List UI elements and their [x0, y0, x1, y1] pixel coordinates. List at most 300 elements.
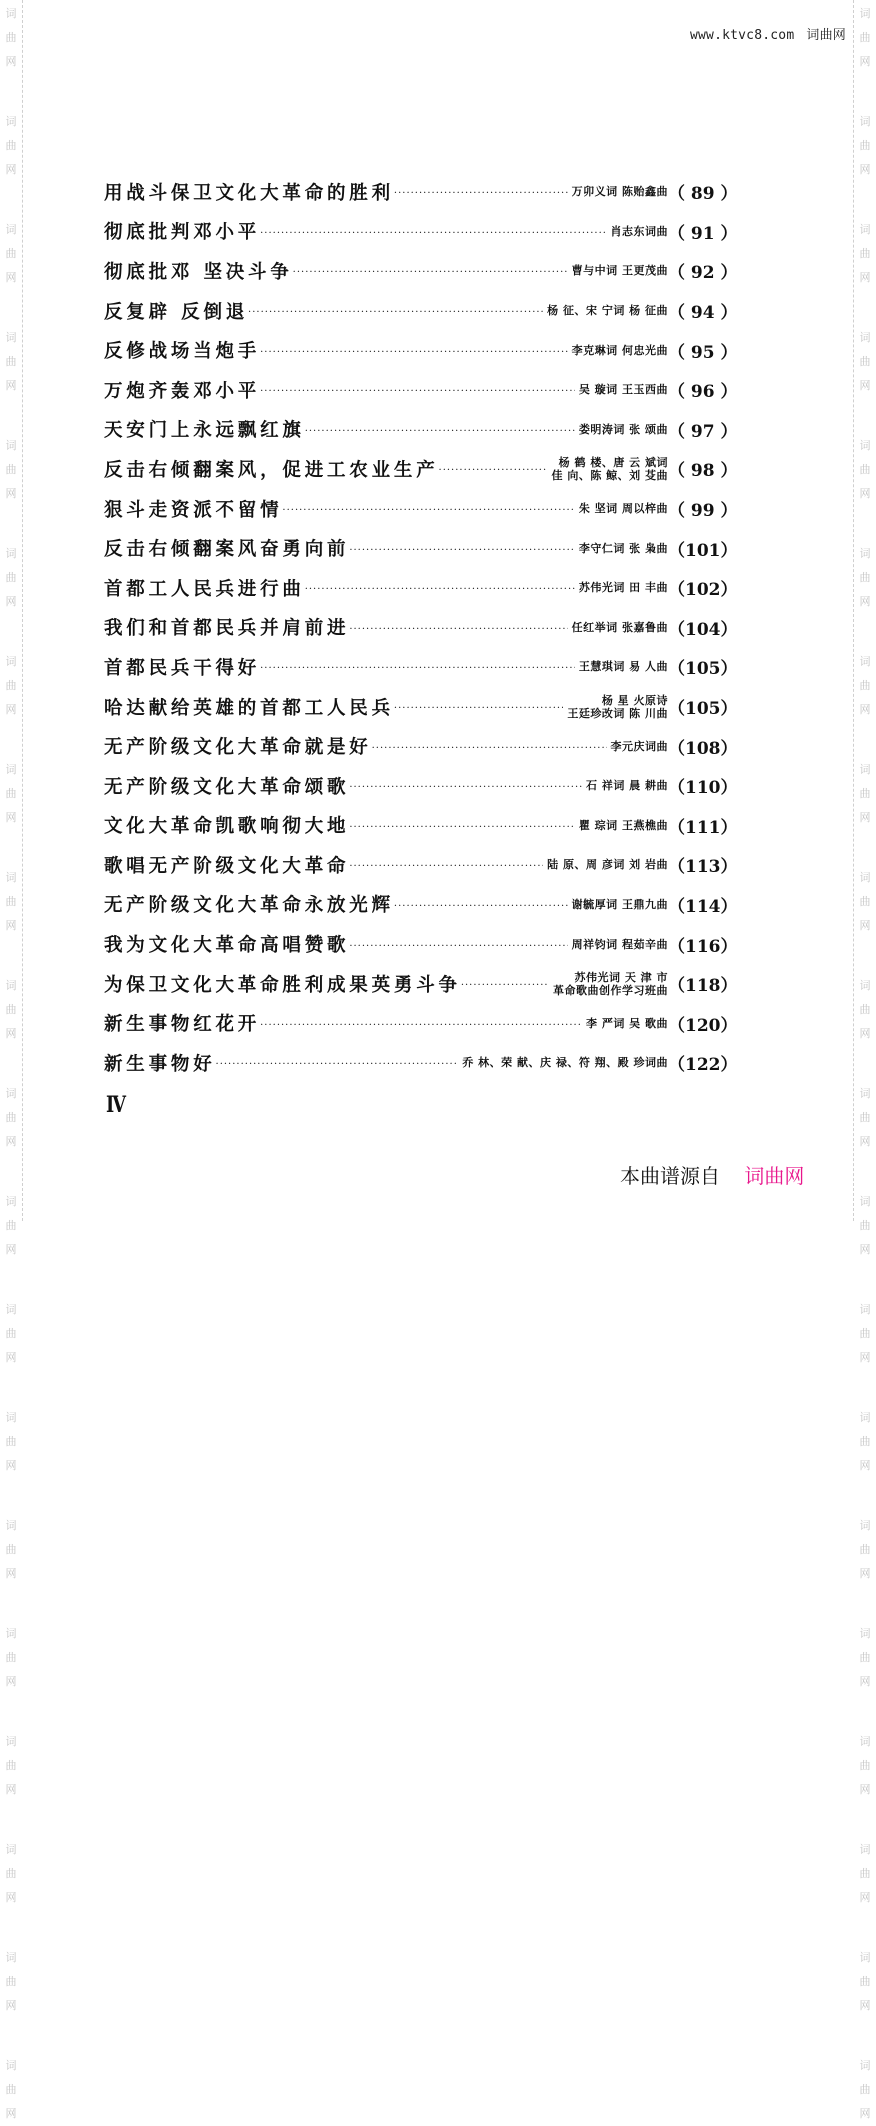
site-name: 词曲网	[806, 28, 846, 43]
watermark-char: 曲	[5, 1867, 17, 1880]
watermark-char: 网	[5, 1567, 17, 1580]
watermark-char: 曲	[859, 571, 871, 584]
watermark-group	[860, 1622, 871, 1694]
watermark-char: 词	[5, 115, 17, 128]
watermark-char: 曲	[859, 1651, 871, 1664]
watermark-char: 词	[859, 223, 871, 236]
watermark-char: 网	[5, 1783, 17, 1796]
watermark-group	[860, 2, 871, 74]
toc-entry[interactable]	[104, 687, 738, 727]
watermark-char: 曲	[5, 463, 17, 476]
watermark-char: 网	[5, 2107, 17, 2120]
toc-entry[interactable]	[104, 251, 738, 291]
watermark-char: 网	[859, 1891, 871, 1904]
watermark-char: 网	[5, 163, 17, 176]
watermark-char: 词	[5, 331, 17, 344]
watermark-char: 词	[859, 1411, 871, 1424]
watermark-char: 网	[5, 1675, 17, 1688]
credit-line: 杨 鹤 楼、唐 云 斌词	[558, 455, 668, 469]
toc-entry[interactable]	[104, 647, 738, 687]
toc-entry-title: 新生事物好	[104, 1053, 216, 1075]
watermark-char: 网	[859, 703, 871, 716]
page-number: Ⅳ	[106, 1092, 126, 1118]
credit-line: 任红举词 张嘉鲁曲	[571, 620, 668, 634]
toc-entry-title: 反复辟 反倒退	[104, 301, 249, 323]
dot-leader	[349, 545, 575, 556]
brand-link[interactable]: 词曲网	[744, 1164, 805, 1188]
toc-entry-title: 反击右倾翻案风，促进工农业生产	[104, 459, 439, 481]
credit-line: 李守仁词 张 枭曲	[578, 541, 668, 555]
dot-leader	[260, 386, 575, 397]
watermark-group	[860, 326, 871, 398]
dot-leader	[260, 228, 606, 239]
watermark-char: 网	[5, 1135, 17, 1148]
watermark-char: 曲	[5, 2083, 17, 2096]
toc-entry[interactable]	[104, 1043, 738, 1083]
credit-line: 吴 璇词 王玉西曲	[578, 383, 668, 397]
watermark-char: 网	[859, 1567, 871, 1580]
toc-entry-page: （110）	[668, 778, 738, 799]
dot-leader	[349, 822, 575, 833]
watermark-char: 词	[5, 1627, 17, 1640]
watermark-char: 网	[859, 811, 871, 824]
watermark-char: 曲	[5, 247, 17, 260]
toc-entry-credit	[572, 344, 668, 357]
watermark-group	[860, 650, 871, 722]
toc-entry-title: 狠斗走资派不留情	[104, 499, 283, 521]
toc-entry-title: 无产阶级文化大革命就是好	[104, 737, 372, 759]
watermark-char: 词	[5, 979, 17, 992]
watermark-char: 曲	[859, 1759, 871, 1772]
watermark-char: 词	[5, 1519, 17, 1532]
toc-entry-title: 我们和首都民兵并肩前进	[104, 618, 350, 640]
credit-line: 谢毓厚词 王鼎九曲	[571, 897, 668, 911]
watermark-char: 网	[859, 271, 871, 284]
watermark-char: 曲	[5, 1435, 17, 1448]
toc-entry[interactable]	[104, 608, 738, 648]
watermark-char: 网	[5, 1027, 17, 1040]
watermark-char: 网	[5, 1459, 17, 1472]
watermark-group	[6, 1622, 17, 1694]
watermark-group	[6, 2054, 17, 2126]
watermark-char: 曲	[5, 139, 17, 152]
toc-entry-page: （122）	[668, 1055, 738, 1076]
toc-entry-page: （108）	[668, 738, 738, 759]
toc-entry-credit	[579, 581, 668, 594]
toc-entry-credit	[586, 1017, 668, 1030]
watermark-char: 网	[859, 487, 871, 500]
dot-leader	[305, 584, 575, 595]
credit-line: 苏伟光词 天 津 市	[574, 970, 668, 984]
toc-entry[interactable]	[104, 410, 738, 450]
watermark-char: 网	[5, 1999, 17, 2012]
watermark-char: 曲	[859, 787, 871, 800]
toc-entry-title: 歌唱无产阶级文化大革命	[104, 855, 350, 877]
watermark-char: 网	[859, 595, 871, 608]
watermark-char: 曲	[859, 1867, 871, 1880]
watermark-char: 曲	[5, 1111, 17, 1124]
watermark-group	[6, 1190, 17, 1262]
watermark-group	[860, 1082, 871, 1154]
toc-entry-credit	[579, 542, 668, 555]
dot-leader	[293, 267, 568, 278]
watermark-char: 网	[5, 271, 17, 284]
credit-line: 瞿 琮词 王燕樵曲	[578, 818, 668, 832]
toc-entry[interactable]	[104, 489, 738, 529]
watermark-char: 网	[859, 1783, 871, 1796]
watermark-char: 词	[5, 1951, 17, 1964]
watermark-char: 词	[5, 223, 17, 236]
dot-leader	[349, 624, 567, 635]
watermark-char: 网	[5, 595, 17, 608]
credit-line: 朱 坚词 周以梓曲	[578, 502, 668, 516]
toc-entry-page: （118）	[668, 976, 738, 997]
dot-leader	[394, 901, 568, 912]
watermark-char: 曲	[859, 1435, 871, 1448]
source-label: 本曲谱源自	[620, 1164, 720, 1188]
watermark-group	[860, 1298, 871, 1370]
dot-leader	[349, 861, 543, 872]
watermark-group	[6, 974, 17, 1046]
watermark-group	[6, 326, 17, 398]
watermark-group	[860, 2054, 871, 2126]
toc-entry-page: （ 95 ）	[668, 342, 738, 363]
watermark-group	[860, 1838, 871, 1910]
toc-entry-credit	[572, 621, 668, 634]
toc-entry[interactable]	[104, 766, 738, 806]
watermark-char: 网	[859, 2107, 871, 2120]
watermark-char: 词	[5, 655, 17, 668]
watermark-char: 网	[859, 1027, 871, 1040]
toc-entry[interactable]	[104, 924, 738, 964]
toc-entry-title: 我为文化大革命高唱赞歌	[104, 935, 350, 957]
toc-entry[interactable]	[104, 845, 738, 885]
watermark-char: 网	[859, 1243, 871, 1256]
toc-entry[interactable]	[104, 568, 738, 608]
toc-entry-title: 彻底批判邓小平	[104, 222, 261, 244]
toc-entry[interactable]	[104, 330, 738, 370]
toc-entry-credit	[611, 740, 669, 753]
watermark-char: 词	[859, 115, 871, 128]
watermark-group	[860, 866, 871, 938]
watermark-group	[6, 110, 17, 182]
credit-line: 李克琳词 何忠光曲	[571, 343, 668, 357]
toc-entry[interactable]	[104, 885, 738, 925]
table-of-contents	[104, 172, 738, 1083]
watermark-char: 网	[5, 487, 17, 500]
toc-entry-title: 哈达献给英雄的首都工人民兵	[104, 697, 394, 719]
watermark-char: 网	[859, 919, 871, 932]
watermark-char: 曲	[859, 1003, 871, 1016]
dot-leader	[439, 465, 548, 476]
watermark-char: 曲	[859, 139, 871, 152]
watermark-char: 词	[859, 1303, 871, 1316]
toc-entry-title: 彻底批邓 坚决斗争	[104, 261, 293, 283]
watermark-group	[860, 434, 871, 506]
watermark-group	[860, 110, 871, 182]
watermark-group	[6, 1514, 17, 1586]
right-watermark-strip	[853, 0, 876, 2120]
watermark-char: 曲	[859, 355, 871, 368]
credit-line: 曹与中词 王更茂曲	[571, 264, 668, 278]
watermark-char: 词	[859, 1735, 871, 1748]
watermark-group	[860, 218, 871, 290]
toc-entry-title: 首都民兵干得好	[104, 657, 261, 679]
credit-line: 李 严词 吴 歌曲	[586, 1016, 668, 1030]
toc-entry-credit	[552, 456, 669, 482]
watermark-char: 词	[859, 1627, 871, 1640]
watermark-char: 词	[859, 1951, 871, 1964]
toc-entry-page: （ 99 ）	[668, 501, 738, 522]
watermark-char: 网	[859, 1675, 871, 1688]
watermark-char: 曲	[5, 787, 17, 800]
toc-entry-title: 用战斗保卫文化大革命的胜利	[104, 182, 394, 204]
watermark-char: 词	[5, 2059, 17, 2072]
toc-entry[interactable]	[104, 449, 738, 489]
credit-line: 李元庆词曲	[610, 739, 668, 753]
watermark-char: 词	[5, 7, 17, 20]
watermark-char: 网	[5, 1351, 17, 1364]
watermark-char: 网	[5, 703, 17, 716]
watermark-group	[6, 1838, 17, 1910]
toc-entry-title: 反修战场当炮手	[104, 341, 261, 363]
watermark-group	[860, 974, 871, 1046]
watermark-char: 曲	[5, 1759, 17, 1772]
toc-entry-credit	[547, 304, 668, 317]
toc-entry-credit	[579, 819, 668, 832]
watermark-group	[6, 758, 17, 830]
toc-entry-title: 反击右倾翻案风奋勇向前	[104, 539, 350, 561]
toc-entry-page: （105）	[668, 659, 738, 680]
watermark-char: 曲	[859, 1975, 871, 1988]
toc-entry-credit	[586, 779, 668, 792]
watermark-char: 词	[859, 2059, 871, 2072]
toc-entry[interactable]	[104, 726, 738, 766]
toc-entry-title: 无产阶级文化大革命颂歌	[104, 776, 350, 798]
watermark-char: 曲	[859, 895, 871, 908]
watermark-group	[860, 1406, 871, 1478]
toc-entry-title: 文化大革命凯歌响彻大地	[104, 816, 350, 838]
watermark-group	[860, 1946, 871, 2018]
toc-entry-credit	[572, 898, 668, 911]
dot-leader	[394, 188, 568, 199]
toc-entry-credit	[572, 264, 668, 277]
toc-entry-page: （116）	[668, 936, 738, 957]
watermark-char: 词	[859, 547, 871, 560]
watermark-group	[860, 1730, 871, 1802]
watermark-char: 词	[859, 1843, 871, 1856]
dot-leader	[349, 941, 567, 952]
dot-leader	[305, 426, 575, 437]
toc-entry-page: （113）	[668, 857, 738, 878]
toc-entry-page: （ 91 ）	[668, 223, 738, 244]
toc-entry-title: 无产阶级文化大革命永放光辉	[104, 895, 394, 917]
watermark-char: 词	[859, 655, 871, 668]
toc-entry-page: （ 89 ）	[668, 184, 738, 205]
credit-line: 王慧琪词 易 人曲	[578, 660, 668, 674]
watermark-group	[6, 542, 17, 614]
watermark-char: 曲	[859, 1111, 871, 1124]
toc-entry-credit	[567, 694, 668, 720]
watermark-char: 网	[5, 919, 17, 932]
watermark-char: 曲	[5, 1651, 17, 1664]
credit-line: 周祥钧词 程茹辛曲	[571, 937, 668, 951]
watermark-group	[6, 650, 17, 722]
toc-entry-title: 首都工人民兵进行曲	[104, 578, 305, 600]
watermark-group	[860, 758, 871, 830]
watermark-char: 网	[859, 1135, 871, 1148]
toc-entry-page: （ 98 ）	[668, 461, 738, 482]
watermark-group	[6, 1730, 17, 1802]
toc-entry[interactable]	[104, 172, 738, 212]
watermark-char: 曲	[5, 679, 17, 692]
toc-entry-credit	[579, 423, 668, 436]
watermark-char: 网	[859, 55, 871, 68]
credit-line: 石 祥词 晨 耕曲	[586, 779, 668, 793]
watermark-group	[860, 1190, 871, 1262]
watermark-char: 曲	[859, 2083, 871, 2096]
watermark-char: 词	[859, 7, 871, 20]
credit-line: 肖志东词曲	[610, 224, 668, 238]
source-footer	[620, 1160, 804, 1189]
watermark-char: 词	[5, 871, 17, 884]
toc-entry[interactable]	[104, 806, 738, 846]
toc-entry-credit	[572, 938, 668, 951]
toc-entry-page: （111）	[668, 817, 738, 838]
watermark-char: 曲	[859, 1219, 871, 1232]
dot-leader	[372, 743, 607, 754]
toc-entry-page: （102）	[668, 580, 738, 601]
toc-entry[interactable]	[104, 370, 738, 410]
watermark-char: 词	[5, 547, 17, 560]
toc-entry-page: （101）	[668, 540, 738, 561]
credit-line: 杨 征、宋 宁词 杨 征曲	[547, 304, 668, 318]
toc-entry-credit	[547, 858, 668, 871]
toc-entry[interactable]	[104, 964, 738, 1004]
credit-line: 苏伟光词 田 丰曲	[578, 581, 668, 595]
credit-line: 佳 向、陈 鲸、刘 芟曲	[551, 468, 668, 482]
watermark-char: 曲	[5, 1219, 17, 1232]
watermark-char: 网	[859, 163, 871, 176]
watermark-char: 词	[859, 763, 871, 776]
watermark-group	[6, 2, 17, 74]
site-header	[690, 24, 846, 43]
watermark-char: 词	[859, 1195, 871, 1208]
watermark-char: 曲	[859, 1543, 871, 1556]
credit-line: 杨 星 火原诗	[601, 693, 668, 707]
watermark-char: 曲	[859, 31, 871, 44]
watermark-char: 词	[5, 439, 17, 452]
watermark-char: 曲	[859, 679, 871, 692]
watermark-char: 词	[5, 1195, 17, 1208]
watermark-char: 曲	[859, 247, 871, 260]
dot-leader	[282, 505, 574, 516]
dot-leader	[216, 1059, 459, 1070]
watermark-group	[6, 1298, 17, 1370]
watermark-group	[6, 218, 17, 290]
watermark-char: 网	[859, 379, 871, 392]
watermark-char: 网	[859, 1999, 871, 2012]
toc-entry-page: （ 96 ）	[668, 382, 738, 403]
toc-entry-credit	[611, 225, 669, 238]
left-watermark-strip	[0, 0, 23, 2120]
watermark-char: 词	[859, 1087, 871, 1100]
watermark-char: 网	[5, 811, 17, 824]
site-url[interactable]: www.ktvc8.com	[690, 28, 795, 43]
watermark-char: 词	[859, 1519, 871, 1532]
credit-line: 乔 林、荣 献、庆 禄、符 翔、殿 珍词曲	[462, 1056, 668, 1070]
watermark-char: 网	[859, 1459, 871, 1472]
watermark-char: 词	[859, 871, 871, 884]
watermark-char: 曲	[5, 31, 17, 44]
dot-leader	[349, 782, 582, 793]
dot-leader	[248, 307, 543, 318]
watermark-char: 曲	[5, 1543, 17, 1556]
credit-line: 万卯义词 陈贻鑫曲	[571, 185, 668, 199]
credit-line: 革命歌曲创作学习班曲	[553, 983, 668, 997]
watermark-char: 词	[5, 1735, 17, 1748]
watermark-char: 网	[5, 1891, 17, 1904]
toc-entry-page: （105）	[668, 699, 738, 720]
watermark-char: 网	[5, 379, 17, 392]
watermark-char: 曲	[5, 1975, 17, 1988]
watermark-char: 词	[5, 1843, 17, 1856]
dot-leader	[394, 703, 563, 714]
credit-line: 娄明涛词 张 颂曲	[578, 422, 668, 436]
watermark-char: 曲	[859, 1327, 871, 1340]
watermark-group	[6, 866, 17, 938]
toc-entry-credit	[579, 383, 668, 396]
toc-entry-page: （ 94 ）	[668, 303, 738, 324]
toc-entry-title: 天安门上永远飘红旗	[104, 420, 305, 442]
watermark-char: 词	[859, 331, 871, 344]
watermark-char: 词	[5, 1087, 17, 1100]
watermark-group	[860, 542, 871, 614]
credit-line: 陆 原、周 彦词 刘 岩曲	[547, 858, 668, 872]
toc-entry[interactable]	[104, 291, 738, 331]
watermark-char: 曲	[5, 571, 17, 584]
watermark-char: 曲	[859, 463, 871, 476]
toc-entry-credit	[579, 660, 668, 673]
toc-entry-page: （114）	[668, 896, 738, 917]
watermark-group	[6, 1946, 17, 2018]
watermark-char: 词	[859, 439, 871, 452]
toc-entry-title: 万炮齐轰邓小平	[104, 380, 261, 402]
watermark-group	[6, 1082, 17, 1154]
dot-leader	[461, 980, 549, 991]
toc-entry-title: 为保卫文化大革命胜利成果英勇斗争	[104, 974, 461, 996]
toc-entry-credit	[462, 1056, 668, 1069]
toc-entry-page: （ 92 ）	[668, 263, 738, 284]
toc-entry[interactable]	[104, 528, 738, 568]
toc-entry-page: （104）	[668, 619, 738, 640]
toc-entry-credit	[579, 502, 668, 515]
watermark-group	[860, 1514, 871, 1586]
watermark-char: 曲	[5, 1327, 17, 1340]
watermark-char: 网	[859, 1351, 871, 1364]
toc-entry[interactable]	[104, 1003, 738, 1043]
watermark-char: 曲	[5, 1003, 17, 1016]
dot-leader	[260, 663, 575, 674]
watermark-char: 词	[5, 1411, 17, 1424]
credit-line: 王廷珍改词 陈 川曲	[567, 706, 668, 720]
toc-entry[interactable]	[104, 212, 738, 252]
watermark-char: 词	[859, 979, 871, 992]
watermark-char: 词	[5, 1303, 17, 1316]
watermark-char: 曲	[5, 355, 17, 368]
watermark-group	[6, 1406, 17, 1478]
watermark-char: 曲	[5, 895, 17, 908]
